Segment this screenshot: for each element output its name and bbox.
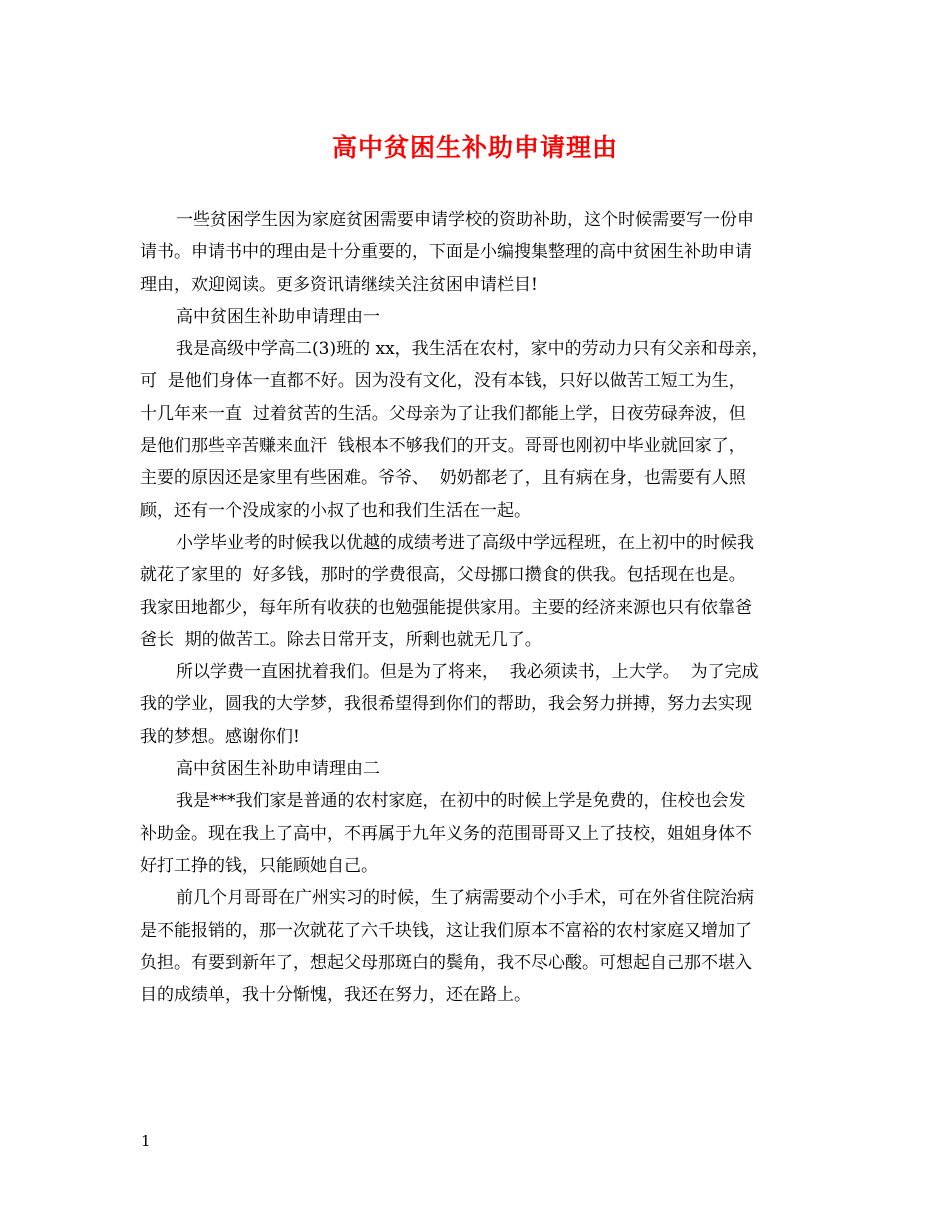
body-line: 是他们那些辛苦赚来血汗 钱根本不够我们的开支。哥哥也刚初中毕业就回家了， <box>140 436 746 457</box>
body-line: 我的梦想。感谢你们! <box>140 726 300 747</box>
body-line: 十几年来一直 过着贫苦的生活。父母亲为了让我们都能上学，日夜劳碌奔波，但 <box>140 403 746 424</box>
body-line: 顾，还有一个没成家的小叔了也和我们生活在一起。 <box>140 500 531 521</box>
body-line: 主要的原因还是家里有些困难。爷爷、 奶奶都老了，且有病在身，也需要有人照 <box>140 468 746 489</box>
body-line: 补助金。现在我上了高中，不再属于九年义务的范围哥哥又上了技校，姐姐身体不 <box>140 823 752 844</box>
body-line: 是不能报销的，那一次就花了六千块钱，这让我们原本不富裕的农村家庭又增加了 <box>140 920 752 941</box>
body-line: 目的成绩单，我十分惭愧，我还在努力，还在路上。 <box>140 985 531 1006</box>
body-line: 可 是他们身体一直都不好。因为没有文化，没有本钱，只好以做苦工短工为生， <box>140 371 746 392</box>
body-line: 所以学费一直困扰着我们。但是为了将来， 我必须读书，上大学。 为了完成 <box>176 662 759 683</box>
body-line: 我的学业，圆我的大学梦，我很希望得到你们的帮助，我会努力拼搏，努力去实现 <box>140 694 752 715</box>
body-line: 小学毕业考的时候我以优越的成绩考进了高级中学远程班，在上初中的时候我 <box>176 532 754 553</box>
page-number: 1 <box>141 1132 151 1150</box>
body-line: 好打工挣的钱，只能顾她自己。 <box>140 855 378 876</box>
body-line: 理由，欢迎阅读。更多资讯请继续关注贫困申请栏目! <box>140 274 538 295</box>
document-title: 高中贫困生补助申请理由 <box>331 133 618 162</box>
body-line: 前几个月哥哥在广州实习的时候，生了病需要动个小手术，可在外省住院治病 <box>176 888 754 909</box>
body-line: 负担。有要到新年了，想起父母那斑白的鬓角，我不尽心酸。可想起自己那不堪入 <box>140 952 752 973</box>
body-line: 爸长 期的做苦工。除去日常开支，所剩也就无几了。 <box>140 629 542 650</box>
document-body <box>140 204 812 1011</box>
body-line: 我家田地都少，每年所有收获的也勉强能提供家用。主要的经济来源也只有依靠爸 <box>140 597 752 618</box>
body-line: 我是***我们家是普通的农村家庭，在初中的时候上学是免费的，住校也会发 <box>176 791 746 812</box>
body-line: 高中贫困生补助申请理由一 <box>176 306 380 327</box>
body-line: 就花了家里的 好多钱，那时的学费很高，父母挪口攒食的供我。包括现在也是。 <box>140 565 746 586</box>
body-line: 高中贫困生补助申请理由二 <box>176 759 380 780</box>
body-line: 一些贫困学生因为家庭贫困需要申请学校的资助补助，这个时候需要写一份申 <box>176 210 754 230</box>
body-line: 我是高级中学高二(3)班的 xx，我生活在农村，家中的劳动力只有父亲和母亲， <box>176 339 769 360</box>
body-line: 请书。申请书中的理由是十分重要的，下面是小编搜集整理的高中贫困生补助申请 <box>140 242 752 263</box>
